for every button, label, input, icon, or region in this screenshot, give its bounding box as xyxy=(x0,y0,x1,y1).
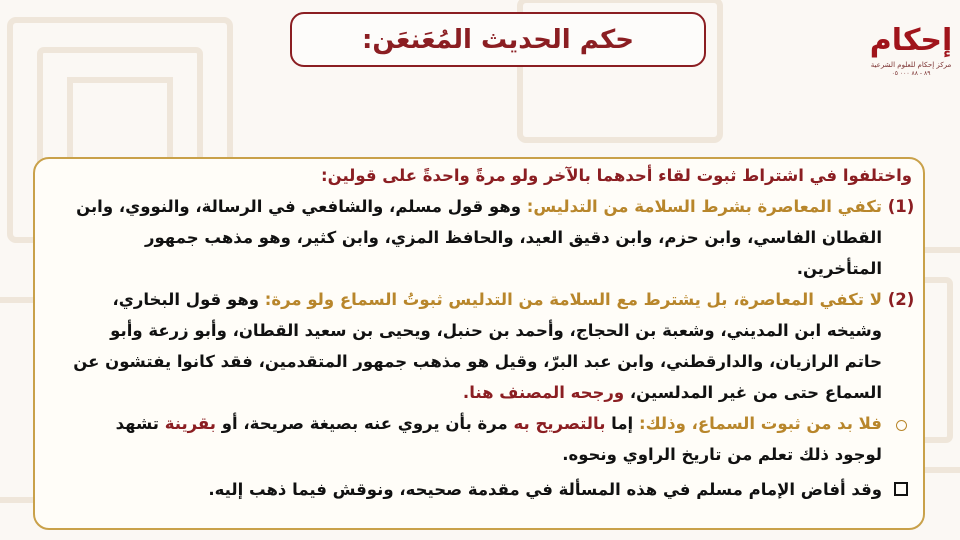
title-box xyxy=(290,12,706,67)
note-text: وقد أفاض الإمام مسلم في هذه المسألة في مقدمة صحيحه، ونوقش فيما ذهب إليه. xyxy=(208,480,882,499)
content-text xyxy=(36,160,920,505)
logo xyxy=(870,22,952,94)
logo-mark: إحكام xyxy=(869,23,953,58)
sub-heading: فلا بد من ثبوت السماع، وذلك: xyxy=(638,414,882,433)
sub-phrase-2: بقرينة xyxy=(164,414,217,433)
square-bullet-icon xyxy=(882,474,920,505)
list-item-2 xyxy=(36,284,920,408)
item-2-heading: لا تكفي المعاصرة، بل يشترط مع السلامة من التدليس ثبوتُ السماع ولو مرة: xyxy=(264,290,882,309)
item-2-tail: ورجحه المصنف هنا. xyxy=(462,383,630,402)
sub-item-body xyxy=(36,408,882,470)
intro-text: واختلفوا في اشتراط ثبوت لقاء أحدهما بالآخر ولو مرةً واحدةً على قولين: xyxy=(321,166,912,185)
logo-tagline: ٨٩ - ٨٨ ٠٠٠ ٠٥ xyxy=(891,70,931,77)
logo-subtitle: مركز إحكام للعلوم الشرعية xyxy=(870,61,952,69)
item-1-marker: (1) xyxy=(887,197,915,216)
item-2-text: وهو قول البخاري، وشيخه ابن المديني، وشعبة بن الحجاج، وأحمد بن حنبل، ويحيى بن سعيد القطان، وأبو زرعة وأبو حاتم الرازيان، والدارقطني، وابن عبد البرّ، وقيل هو مذهب جمهور المتقدمين، فقد كانوا يفتشون عن السماع حتى من غير المدلسين، xyxy=(73,290,882,402)
item-1-body xyxy=(36,191,882,284)
page-title: حكم الحديث المُعَنعَن: xyxy=(362,24,634,55)
item-2-marker: (2) xyxy=(887,290,915,309)
item-2-body xyxy=(36,284,882,408)
sub-part-2: مرة بأن يروي عنه بصيغة صريحة، أو xyxy=(216,414,514,433)
item-1-text: وهو قول مسلم، والشافعي في الرسالة، والنووي، وابن القطان الفاسي، وابن حزم، وابن دقيق العيد، والحافظ المزي، وابن كثير، وهو مذهب جمهور المتأخرين. xyxy=(76,197,882,278)
sub-part-1: إما xyxy=(605,414,639,433)
circle-bullet-icon xyxy=(882,408,920,470)
item-1-heading: تكفي المعاصرة بشرط السلامة من التدليس: xyxy=(526,197,882,216)
sub-part-3: تشهد لوجود ذلك تعلم من تاريخ الراوي ونحوه. xyxy=(115,414,882,464)
sub-phrase-1: بالتصريح به xyxy=(513,414,606,433)
note-item xyxy=(36,474,920,505)
list-item-1 xyxy=(36,191,920,284)
sub-item xyxy=(36,408,920,470)
